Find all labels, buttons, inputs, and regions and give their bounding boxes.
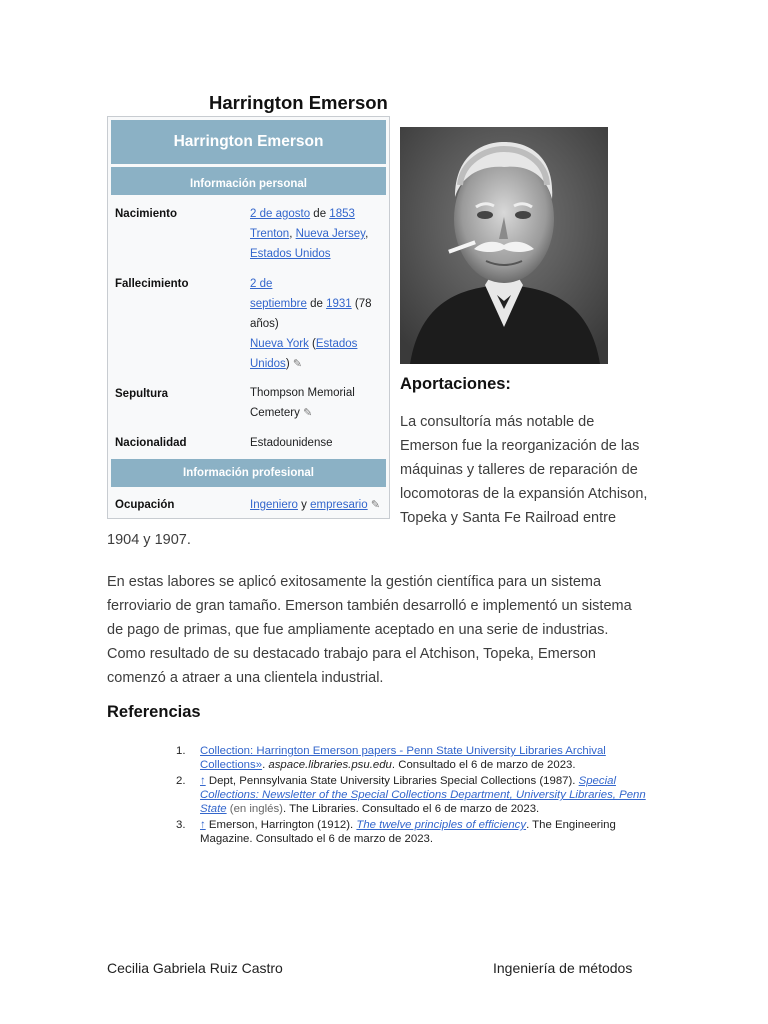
- back-arrow-icon[interactable]: ↑: [200, 775, 206, 787]
- reference-rest: . The Engineering Magazine. Consultado el 6 de marzo de 2023.: [200, 819, 616, 845]
- reference-item: [176, 774, 646, 816]
- reference-item: 1. Collection: Harrington Emerson papers - Penn State University Libraries Archival Collections». aspace.libraries.psu.edu. Consultado el 6 de marzo de 2023.: [176, 745, 606, 771]
- paragraph-line: de pago de primas, que fue ampliamente aceptado en una serie de industrias.: [107, 622, 609, 638]
- burial-text: Thompson Memorial Cemetery: [250, 387, 355, 419]
- occupation-value: [250, 495, 385, 515]
- birth-sep: de: [310, 208, 330, 220]
- death-age: (78 años): [250, 298, 372, 330]
- paragraph-line: La consultoría más notable de: [400, 414, 595, 430]
- paragraph-line: Topeka y Santa Fe Railroad entre: [400, 510, 617, 526]
- death-date-link-1[interactable]: 2 de: [250, 278, 273, 290]
- references-list: [176, 744, 646, 848]
- birth-value: 2 de agosto de 1853 Trenton, Nueva Jersey, Estados Unidos: [250, 208, 369, 260]
- birth-place-trenton-link[interactable]: Trenton: [250, 228, 290, 240]
- paragraph-line: Como resultado de su destacado trabajo para el Atchison, Topeka, Emerson: [107, 646, 596, 662]
- burial-value: [250, 383, 385, 423]
- portrait-photo: [400, 127, 608, 364]
- paragraph-line: Emerson fue la reorganización de las: [400, 438, 640, 454]
- death-place-us-link[interactable]: Estados Unidos: [250, 338, 358, 370]
- birth-date-link[interactable]: 2 de agosto: [250, 208, 311, 220]
- death-place-ny-link[interactable]: Nueva York: [250, 338, 309, 350]
- occupation-empresario-link[interactable]: empresario: [310, 499, 368, 511]
- nationality-value: Estadounidense: [250, 437, 333, 449]
- edit-pencil-icon[interactable]: ✎: [292, 358, 303, 370]
- death-date-link-2[interactable]: septiembre: [250, 298, 307, 310]
- occupation-label: Ocupación: [115, 499, 175, 511]
- paragraph-line: comenzó a atraer a una clientela industrial.: [107, 670, 384, 686]
- aportaciones-paragraph-2: [107, 570, 667, 690]
- reference-lang: (en inglés): [226, 803, 283, 815]
- paragraph-line: máquinas y talleres de reparación de: [400, 462, 638, 478]
- reference-number: 3.: [176, 819, 186, 831]
- page-title: Harrington Emerson: [209, 92, 388, 113]
- paragraph-line: ferroviario de gran tamaño. Emerson también desarrolló e implementó un sistema: [107, 598, 632, 614]
- edit-pencil-icon[interactable]: ✎: [370, 499, 381, 511]
- infobox-section-personal: Información personal: [111, 167, 386, 195]
- reference-number: 1.: [176, 745, 186, 757]
- birth-place-us-link[interactable]: Estados Unidos: [250, 248, 331, 260]
- infobox: [107, 116, 390, 519]
- birth-place-nj-link[interactable]: Nueva Jersey: [295, 228, 366, 240]
- birth-label: Nacimiento: [115, 208, 177, 220]
- death-year-link[interactable]: 1931: [326, 298, 352, 310]
- reference-text: Emerson, Harrington (1912).: [205, 819, 357, 831]
- reference-site: aspace.libraries.psu.edu: [268, 759, 392, 771]
- reference-number: 2.: [176, 775, 186, 787]
- occupation-ingeniero-link[interactable]: Ingeniero: [250, 499, 298, 511]
- birth-year-link[interactable]: 1853: [329, 208, 355, 220]
- reference-rest: . Consultado el 6 de marzo de 2023.: [391, 759, 576, 771]
- paragraph-line: locomotoras de la expansión Atchison,: [400, 486, 648, 502]
- reference-item: [176, 818, 646, 846]
- occupation-sep: y: [297, 499, 311, 511]
- aportaciones-heading: Aportaciones:: [400, 375, 511, 393]
- death-label: Fallecimiento: [115, 278, 189, 290]
- footer-author: Cecilia Gabriela Ruiz Castro: [107, 960, 283, 976]
- nationality-label: Nacionalidad: [115, 437, 187, 449]
- death-value: 2 de septiembre de 1931 (78 años) Nueva York (Estados Unidos) ✎: [250, 278, 372, 370]
- paragraph-line: En estas labores se aplicó exitosamente la gestión científica para un sistema: [107, 574, 602, 590]
- reference-link[interactable]: Collection: Harrington Emerson papers - Penn State University Libraries Archival Collections»: [200, 745, 606, 771]
- burial-label: Sepultura: [115, 388, 169, 400]
- infobox-section-professional: Información profesional: [111, 459, 386, 487]
- footer-course: Ingeniería de métodos: [493, 960, 633, 976]
- reference-text: Dept, Pennsylvania State University Libraries Special Collections (1987).: [205, 775, 579, 787]
- death-sep: de: [306, 298, 327, 310]
- aportaciones-paragraph-1-tail: 1904 y 1907.: [107, 532, 191, 548]
- references-heading: Referencias: [107, 703, 201, 721]
- infobox-title: Harrington Emerson: [111, 120, 386, 164]
- reference-rest: . The Libraries. Consultado el 6 de marzo de 2023.: [282, 803, 540, 815]
- back-arrow-icon[interactable]: ↑: [200, 819, 206, 831]
- reference-link[interactable]: The twelve principles of efficiency: [356, 819, 527, 831]
- aportaciones-paragraph-1: [400, 410, 662, 530]
- reference-link[interactable]: Special Collections: Newsletter of the Special Collections Department, University Libraries, Penn State: [200, 775, 646, 815]
- edit-pencil-icon[interactable]: ✎: [303, 407, 313, 419]
